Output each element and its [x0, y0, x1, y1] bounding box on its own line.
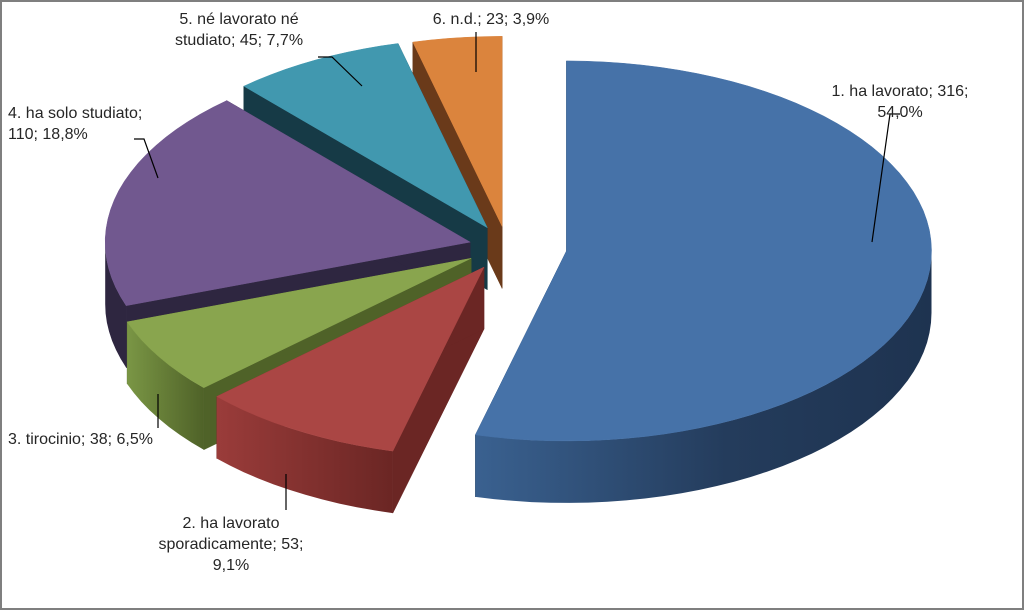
data-label-text: sporadicamente; 53; — [158, 536, 304, 553]
data-label-text: 9,1% — [212, 557, 250, 574]
data-label-text: 54,0% — [877, 104, 923, 121]
data-label-text: 3. tirocinio; 38; 6,5% — [8, 431, 153, 448]
data-label-text: 4. ha solo studiato; — [8, 105, 143, 122]
data-label-text: studiato; 45; 7,7% — [174, 32, 304, 49]
data-label-text: 5. né lavorato né — [179, 11, 299, 28]
pie-slice-ha-lavorato — [475, 61, 931, 503]
data-label-text: 1. ha lavorato; 316; — [831, 83, 969, 100]
data-label-text: 110; 18,8% — [8, 126, 88, 143]
pie-chart — [2, 2, 1022, 608]
data-label-text: 2. ha lavorato — [182, 515, 280, 532]
data-label-text: 6. n.d.; 23; 3,9% — [432, 11, 550, 28]
data-label-ha-lavorato-sporadicamente — [159, 474, 304, 574]
data-label-tirocinio — [8, 394, 158, 448]
